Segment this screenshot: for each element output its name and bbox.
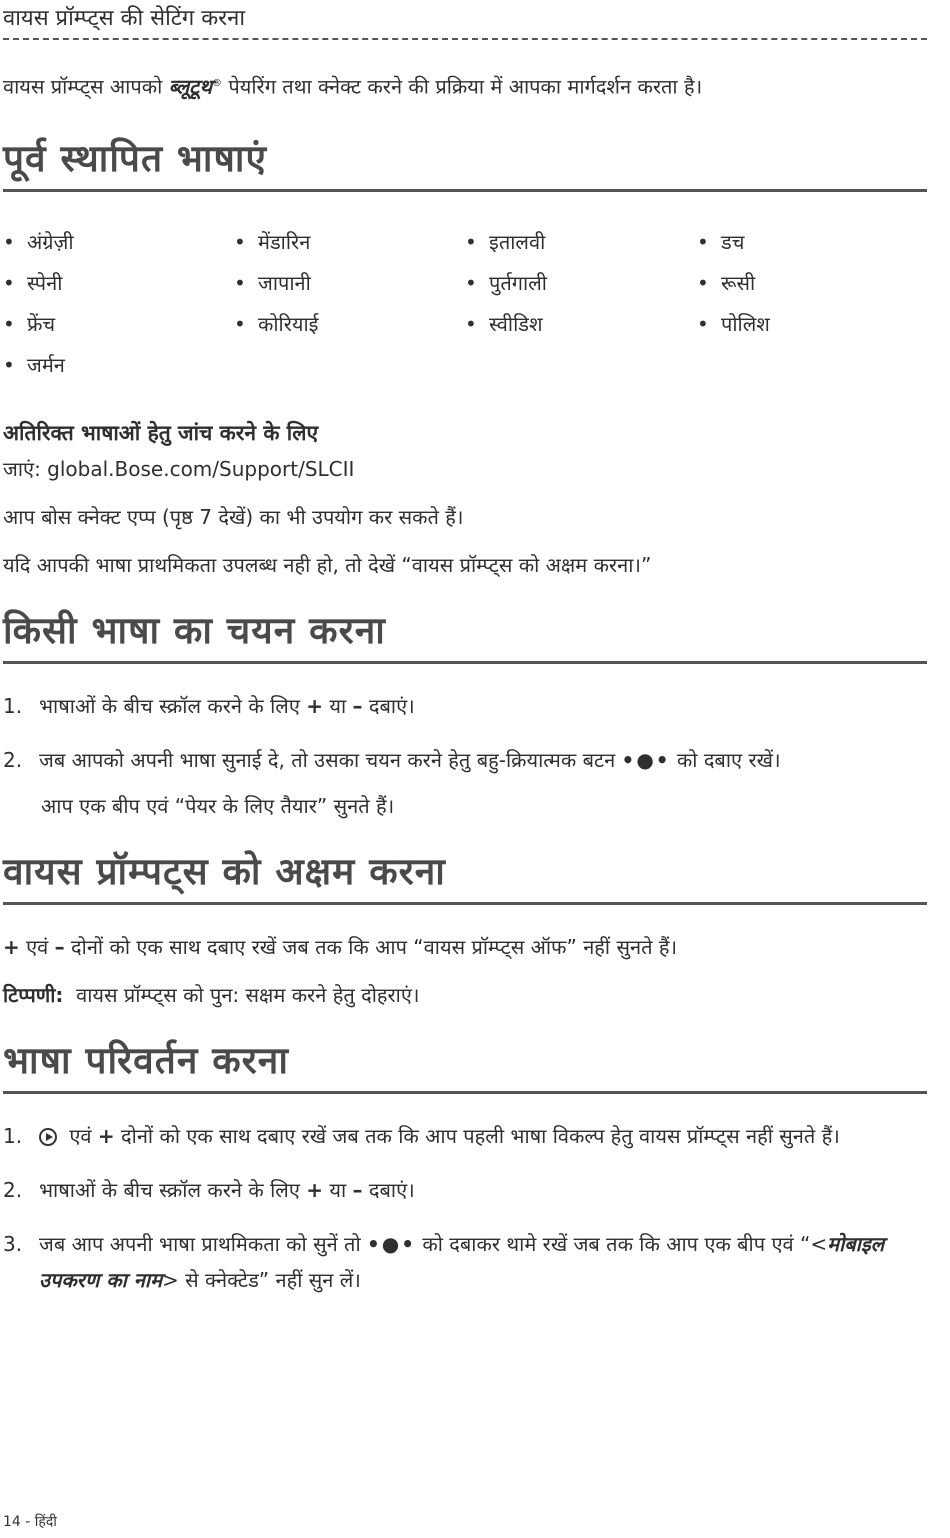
unavailable-language-line: यदि आपकी भाषा प्राथमिकता उपलब्ध नही हो, तो देखें “वायस प्रॉम्प्ट्स को अक्षम करना।”: [3, 552, 652, 577]
bluetooth-brand: ब्लूटूथ: [168, 74, 213, 99]
language-list: [3, 224, 927, 383]
step-text-part: दबाएं।: [362, 693, 415, 718]
minus-button-glyph: –: [54, 934, 65, 959]
text-part: एवं: [19, 934, 55, 959]
dashed-divider: [3, 38, 927, 40]
language-item: • रूसी: [697, 265, 927, 301]
heading-rule: [3, 1091, 927, 1094]
change-steps: [3, 1118, 927, 1298]
text-part: दोनों को एक साथ दबाए रखें जब तक कि आप “वायस प्रॉम्प्ट्स ऑफ” नहीं सुनते हैं।: [64, 934, 678, 959]
step-text-part: या: [323, 1177, 353, 1202]
step-text-part: या: [323, 693, 353, 718]
step-text-part: जब आपको अपनी भाषा सुनाई दे, तो उसका चयन करने हेतु बहु-क्रियात्मक बटन: [39, 747, 622, 772]
page-footer: 14 - हिंदी: [3, 1514, 57, 1530]
play-pause-icon: [39, 1128, 57, 1146]
list-item: [3, 688, 927, 724]
multifunction-button-icon: •●•: [366, 1231, 417, 1256]
support-url-line: जाएं: global.Bose.com/Support/SLCII: [3, 456, 355, 481]
step-text-part: एवं: [63, 1123, 98, 1148]
select-steps: [3, 688, 927, 778]
multifunction-button-icon: •●•: [621, 747, 671, 772]
disable-instruction: [3, 929, 927, 965]
heading-rule: [3, 189, 927, 192]
heading-rule: [3, 902, 927, 905]
step-text-part: भाषाओं के बीच स्क्रॉल करने के लिए: [39, 1177, 307, 1202]
language-item: • फ्रेंच: [3, 306, 234, 342]
heading-select-language: किसी भाषा का चयन करना: [3, 608, 386, 652]
page: [3, 0, 927, 1298]
minus-button-glyph: –: [352, 1177, 363, 1202]
plus-button-glyph: +: [3, 934, 20, 959]
step-text-part: > से क्नेक्टेड” नहीं सुन लें।: [162, 1267, 361, 1292]
step-number: 1.: [3, 1123, 23, 1148]
step-number: 1.: [3, 693, 23, 718]
heading-rule: [3, 661, 927, 664]
language-item: • डच: [697, 224, 927, 260]
step-text-part: को दबाकर थामे रखें जब तक कि आप एक बीप एवं “<: [416, 1231, 828, 1256]
step-text-part: भाषाओं के बीच स्क्रॉल करने के लिए: [39, 693, 307, 718]
language-item: • स्वीडिश: [465, 306, 697, 342]
note-label: टिप्पणी:: [3, 982, 64, 1007]
step-number: 2.: [3, 747, 23, 772]
disable-note: [3, 977, 927, 1013]
language-item: • अंग्रेज़ी: [3, 224, 234, 260]
heading-change-language: भाषा परिवर्तन करना: [3, 1038, 289, 1082]
step-text-part: दबाएं।: [362, 1177, 415, 1202]
device-name-placeholder: मोबाइल उपकरण का नाम: [39, 1231, 885, 1292]
step-number: 3.: [3, 1231, 23, 1256]
language-item: • पोलिश: [697, 306, 927, 342]
language-item: • कोरियाई: [234, 306, 465, 342]
heading-preinstalled-languages: पूर्व स्थापित भाषाएं: [3, 136, 267, 180]
list-item: [3, 1118, 927, 1154]
step-text: [39, 1118, 927, 1154]
intro-pre: वायस प्रॉम्प्ट्स आपको: [3, 74, 169, 99]
language-item: • जर्मन: [3, 347, 234, 383]
language-item: • मेंडारिन: [234, 224, 465, 260]
plus-button-glyph: +: [306, 1177, 324, 1202]
language-item: • स्पेनी: [3, 265, 234, 301]
connect-app-line: आप बोस क्नेक्ट एप्प (पृष्ठ 7 देखें) का भी उपयोग कर सकते हैं।: [3, 504, 464, 529]
step-text-part: को दबाए रखें।: [670, 747, 781, 772]
registered-mark: ®: [212, 78, 223, 89]
language-item: • इतालवी: [465, 224, 697, 260]
step-text-part: जब आप अपनी भाषा प्राथमिकता को सुनें तो: [39, 1231, 367, 1256]
plus-button-glyph: +: [306, 693, 324, 718]
step-text: [39, 688, 927, 724]
page-title: वायस प्रॉम्प्ट्स की सेटिंग करना: [3, 6, 246, 31]
select-note: आप एक बीप एवं “पेयर के लिए तैयार” सुनते हैं।: [41, 793, 395, 818]
intro-post: पेयरिंग तथा क्नेक्ट करने की प्रक्रिया में आपका मार्गदर्शन करता है।: [222, 74, 703, 99]
list-item: [3, 1172, 927, 1208]
language-item: • जापानी: [234, 265, 465, 301]
step-number: 2.: [3, 1177, 23, 1202]
language-item: • पुर्तगाली: [465, 265, 697, 301]
minus-button-glyph: –: [352, 693, 363, 718]
heading-additional-languages: अतिरिक्त भाषाओं हेतु जांच करने के लिए: [3, 420, 319, 445]
step-text: [39, 1226, 927, 1298]
note-text: वायस प्रॉम्प्ट्स को पुन: सक्षम करने हेतु दोहराएं।: [63, 982, 420, 1007]
step-text: [39, 1172, 927, 1208]
list-item: [3, 1226, 927, 1298]
intro-paragraph: [3, 66, 927, 105]
step-text: [39, 742, 927, 778]
heading-disable-prompts: वायस प्रॉम्पट्स को अक्षम करना: [3, 849, 446, 893]
plus-button-glyph: +: [97, 1123, 115, 1148]
step-text-part: दोनों को एक साथ दबाए रखें जब तक कि आप पहली भाषा विकल्प हेतु वायस प्रॉम्प्ट्स नहीं सुनते हैं।: [114, 1123, 840, 1148]
list-item: [3, 742, 927, 778]
